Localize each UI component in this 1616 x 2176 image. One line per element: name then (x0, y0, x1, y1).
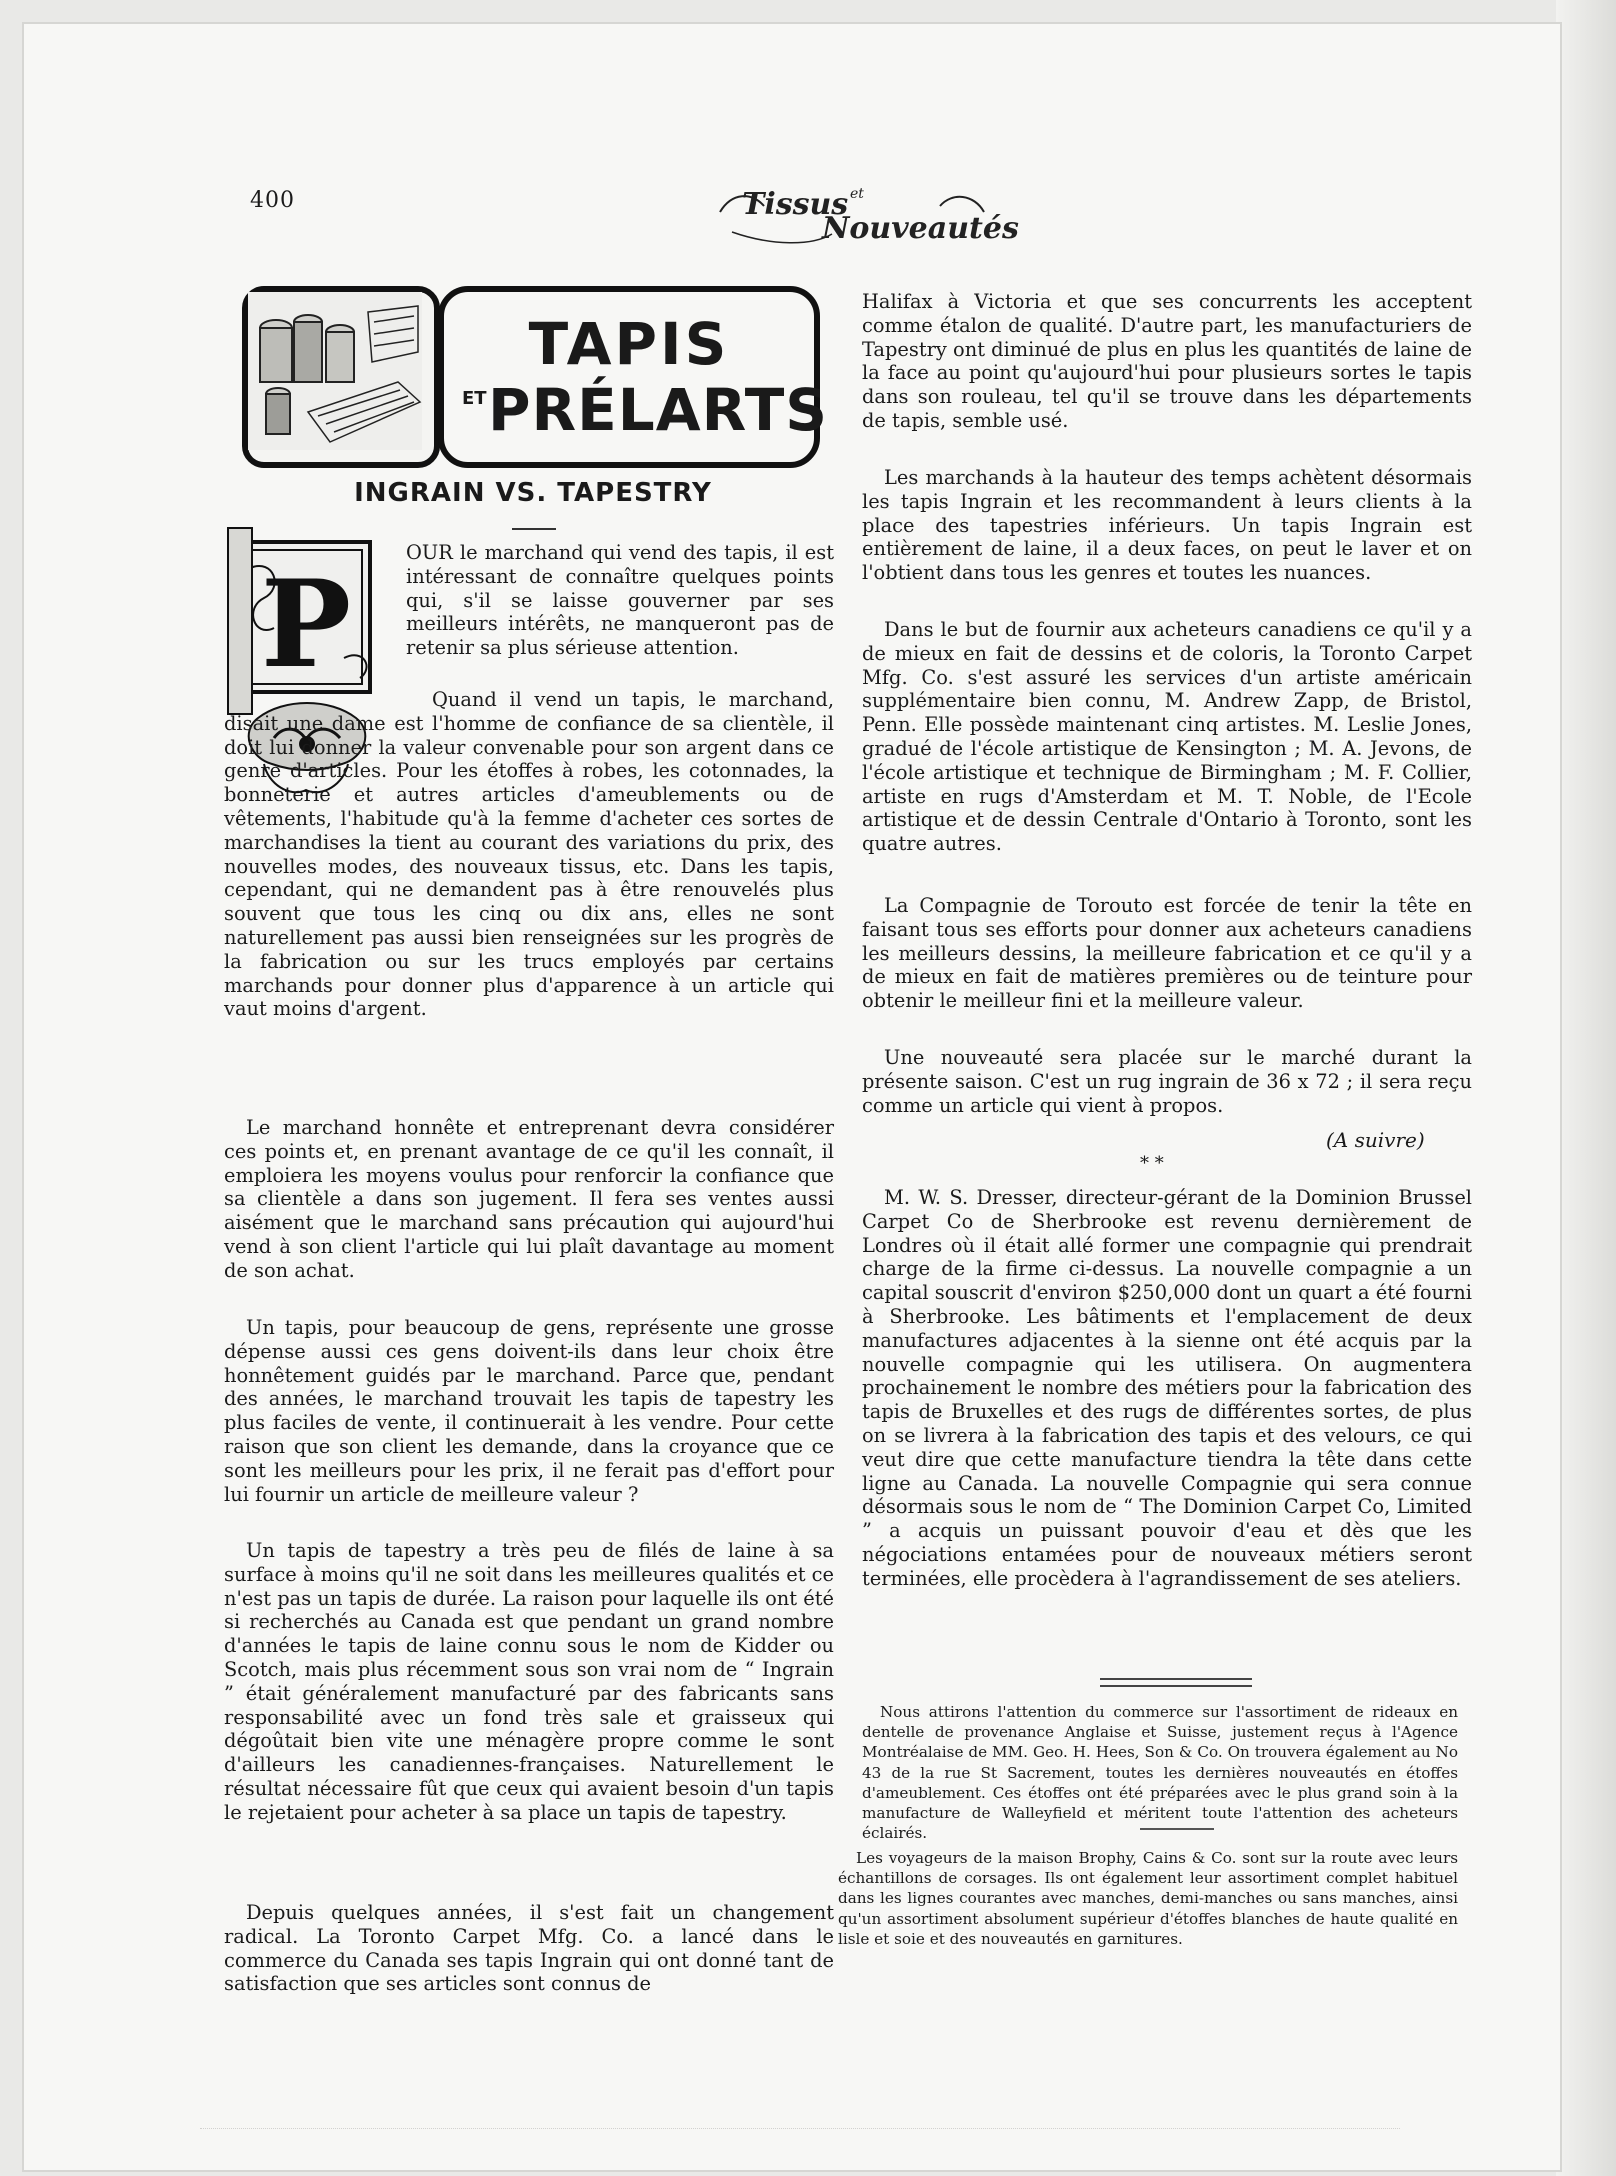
left-paragraph-3: Le marchand honnête et entreprenant devra considérer ces points et, en prenant avantage de ce qu'il les connaît, il emploiera les moyens voulus pour renforcir la confiance que sa clientèle a dans son jugement. Il fera ses ventes aussi aisément que le marchand sans précaution qui aujourd'hui vend à son client l'article qui lui plaît davantage au moment de son achat. (224, 1116, 834, 1282)
right-paragraph-6: M. W. S. Dresser, directeur-gérant de la Dominion Brussel Carpet Co de Sherbrooke est revenu dernièrement de Londres où il était allé former une compagnie qui prendrait charge de la firme ci-dessus. La nouvelle compagnie a un capital souscrit d'environ $250,000 dont un quart a été fourni à Sherbrooke. Les bâtiments et l'emplacement de deux manufactures adjacentes à la sienne ont été acquis par la nouvelle compagnie qui les utilisera. On augmentera prochainement le nombre des métiers pour la fabrication des tapis de Bruxelles et des rugs de différentes sortes, de plus on se livrera à la fabrication des tapis et des velours, ce qui veut dire que cette manufacture tiendra la tête dans cette ligne au Canada. La nouvelle Compagnie qui sera connue désormais sous le nom de “ The Dominion Carpet Co, Limited ” a acquis un puissant pouvoir d'eau et dès que les négociations entamées pour de nouveaux métiers seront terminées, elle procèdera à l'agrandissement de ses ateliers. (862, 1186, 1472, 1590)
left-paragraph-2: Quand il vend un tapis, le marchand, disait une dame est l'homme de confiance de sa clientèle, il doit lui donner la valeur convenable pour son argent dans ce genre d'articles. Pour les étoffes à robes, les cotonnades, la bonneterie et autres articles d'ameublements ou de vêtements, l'habitude qu'à la femme d'acheter ces sortes de marchandises la tient au courant des variations du prix, des nouvelles modes, des nouveaux tissus, etc. Dans les tapis, cependant, qui ne demandent pas à être renouvelés plus souvent que tous les cinq ou dix ans, elles ne sont naturellement pas aussi bien renseignées sur les progrès de la fabrication ou sur les trucs employés par certains marchands pour donner plus d'apparence à un article qui vaut moins d'argent. (224, 688, 834, 1021)
right-paragraph-3: Dans le but de fournir aux acheteurs canadiens ce qu'il y a de mieux en fait de dessins et de coloris, la Toronto Carpet Mfg. Co. s'est assuré les services d'un artiste américain supplémentaire bien connu, M. Andrew Zapp, de Bristol, Penn. Elle possède maintenant cinq artistes. M. Leslie Jones, gradué de l'école artistique de Kensington ; M. A. Jevons, de l'école artistique et technique de Birmingham ; M. F. Collier, artiste en rugs d'Amsterdam et M. T. Noble, de l'Ecole artistique et de dessin Centrale d'Ontario à Toronto, sont les quatre autres. (862, 618, 1472, 856)
left-paragraph-5: Un tapis de tapestry a très peu de filés de laine à sa surface à moins qu'il ne soit dans les meilleures qualités et ce n'est pas un tapis de durée. La raison pour laquelle ils ont été si recherchés au Canada est que pendant un grand nombre d'années le tapis de laine connu sous le nom de Kidder ou Scotch, mais plus récemment sous son vrai nom de “ Ingrain ” était généralement manufacturé par des fabricants sans responsabilité avec un fond très sale et graisseux qui dégoûtait bien vite une ménagère propre comme le sont d'ailleurs les canadiennes-françaises. Naturellement le résultat nécessaire fût que ceux qui avaient besoin d'un tapis le rejetaient pour acheter à sa place un tapis de tapestry. (224, 1539, 834, 1824)
notice-divider-rule (1140, 1828, 1214, 1830)
heading-title-et: ET (462, 388, 487, 409)
article-subtitle: INGRAIN VS. TAPESTRY (354, 478, 712, 508)
dropcap-letter: P (260, 554, 352, 695)
to-be-continued: (A suivre) (1326, 1128, 1425, 1152)
svg-text:et: et (850, 186, 864, 202)
carpet-illustration (242, 286, 440, 468)
left-paragraph-4: Un tapis, pour beaucoup de gens, représente une grosse dépense aussi ces gens doivent-ils dans leur choix être honnêtement guidés par le marchand. Parce que, pendant des années, le marchand trouvait les tapis de tapestry les plus faciles de vente, il continuerait à les vendre. Pour cette raison que son client les demande, dans la croyance que ce sont les meilleurs pour les prix, il ne ferait pas d'effort pour lui fournir un article de meilleure valeur ? (224, 1316, 834, 1506)
svg-text:Tissus: Tissus (742, 187, 849, 222)
masthead-logo (712, 172, 1019, 252)
svg-text:Nouveautés: Nouveautés (822, 211, 1019, 246)
section-heading (242, 286, 829, 460)
heading-title-line1: TAPIS (528, 310, 730, 378)
title-panel (438, 286, 829, 468)
page-bottom-edge (200, 2128, 1400, 2149)
page-edge-shadow (1556, 0, 1616, 2176)
asterism-separator: * * (1140, 1153, 1164, 1174)
left-paragraph-6: Depuis quelques années, il s'est fait un changement radical. La Toronto Carpet Mfg. Co. a lancé dans le commerce du Canada ses tapis Ingrain qui ont donné tant de satisfaction que ses articles sont connus de (224, 1901, 834, 1996)
right-paragraph-2: Les marchands à la hauteur des temps achètent désormais les tapis Ingrain et les recommandent à leurs clients à la place des tapestries inférieurs. Un tapis Ingrain est entièrement de laine, il a deux faces, on peut le laver et on l'obtient dans tous les genres et toutes les nuances. (862, 466, 1472, 585)
page-number: 400 (250, 188, 295, 213)
subtitle-rule (512, 528, 556, 530)
right-paragraph-4: La Compagnie de Torouto est forcée de tenir la tête en faisant tous ses efforts pour donner aux acheteurs canadiens les meilleurs dessins, la meilleure fabrication et ce qu'il y a de mieux en fait de matières premières ou de teinture pour obtenir le meilleur fini et la meilleure valeur. (862, 894, 1472, 1013)
notice-separator-rule (1100, 1678, 1252, 1687)
right-paragraph-1: Halifax à Victoria et que ses concurrents les acceptent comme étalon de qualité. D'autre part, les manufacturiers de Tapestry ont diminué de plus en plus les quantités de laine de la face au point qu'aujourd'hui pour plusieurs sortes le tapis dans son rouleau, tel qu'il se trouve dans les départements de tapis, semble usé. (862, 290, 1472, 432)
trade-notice-1: Nous attirons l'attention du commerce sur l'assortiment de rideaux en dentelle de provenance Anglaise et Suisse, justement reçus à l'Agence Montréalaise de MM. Geo. H. Hees, Son & Co. On trouvera également au No 43 de la rue St Sacrement, toutes les dernières nouveautés en étoffes d'ameublement. Ces étoffes ont été préparées avec le plus grand soin à la manufacture de Walleyfield et méritent toute l'attention des acheteurs éclairés. (862, 1703, 1458, 1843)
carpet-rolls-icon (248, 292, 422, 450)
masthead-lettering-icon (712, 172, 1019, 252)
right-paragraph-5: Une nouveauté sera placée sur le marché durant la présente saison. C'est un rug ingrain de 36 x 72 ; il sera reçu comme un article qui vient à propos. (862, 1046, 1472, 1117)
heading-title-line2: PRÉLARTS (488, 376, 829, 444)
trade-notice-2: Les voyageurs de la maison Brophy, Cains & Co. sont sur la route avec leurs échantillons de corsages. Ils ont également leur assortiment complet habituel dans les lignes courantes avec manches, demi-manches ou sans manches, ainsi qu'un assortiment absolument supérieur d'étoffes blanches de haute qualité en lisle et soie et des nouveautés en garnitures. (838, 1849, 1458, 1948)
left-paragraph-1: OUR le marchand qui vend des tapis, il est intéressant de connaître quelques points qui, s'il se laisse gouverner par ses meilleurs intérêts, ne manqueront pas de retenir sa plus sérieuse attention. (406, 541, 834, 660)
